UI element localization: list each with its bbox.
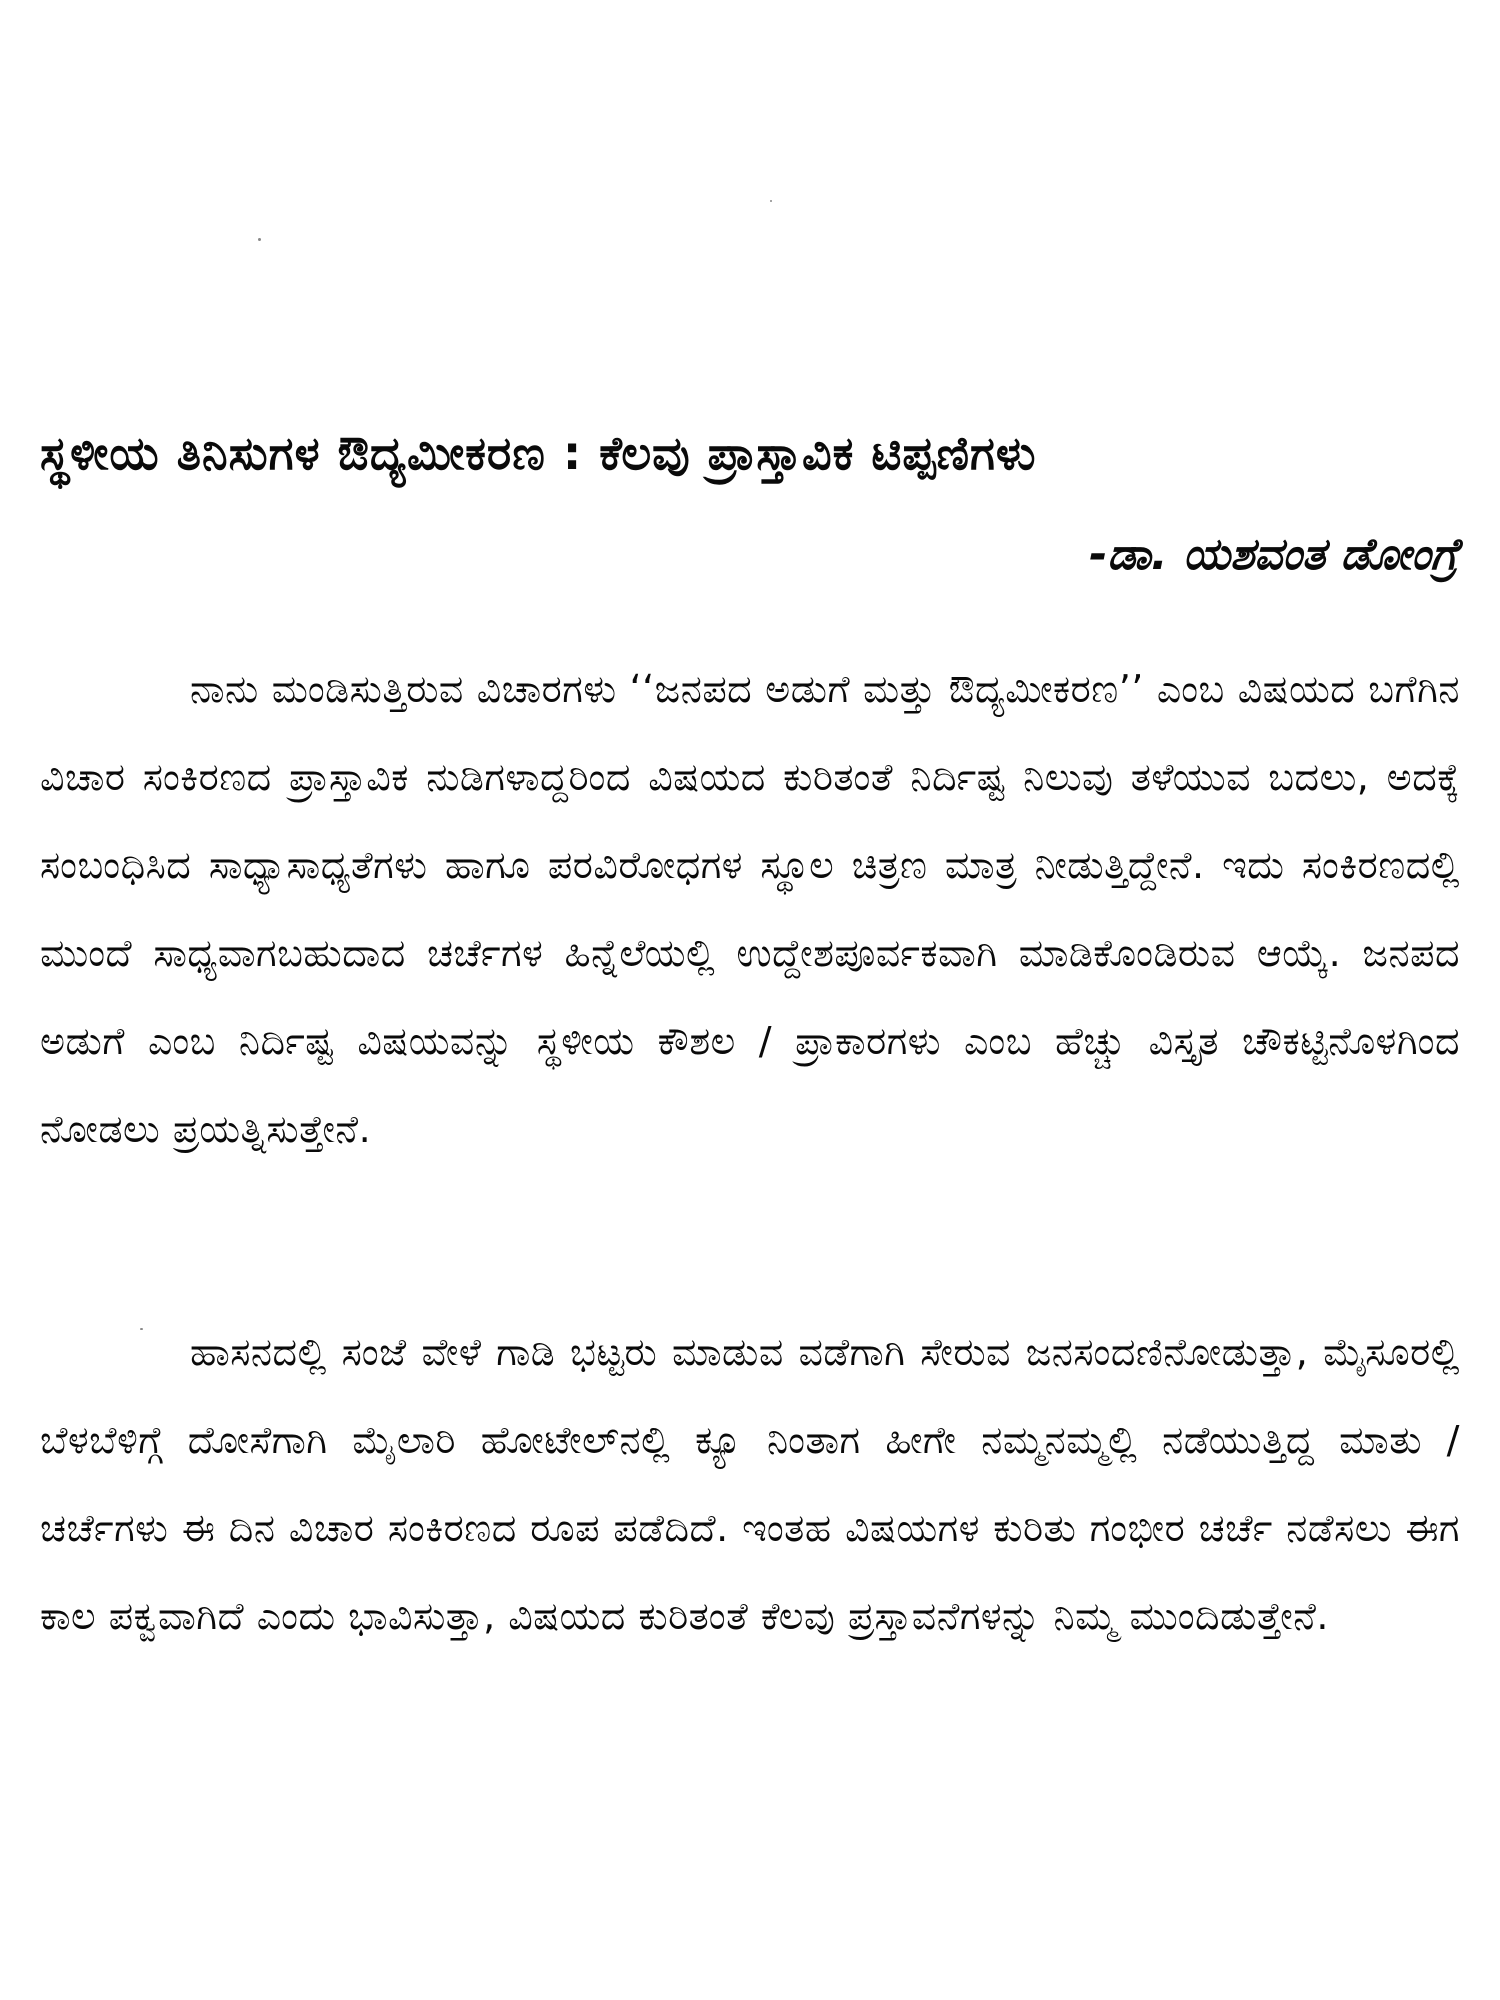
body-paragraph-2: ಹಾಸನದಲ್ಲಿ ಸಂಜೆ ವೇಳೆ ಗಾಡಿ ಭಟ್ಟರು ಮಾಡುವ ವಡೆಗಾಗಿ ಸೇರುವ ಜನಸಂದಣಿನೋಡುತ್ತಾ, ಮೈಸೂರಲ್ಲಿ ಬೆಳಬೆಳಿಗ್ಗೆ ದೋಸೆಗಾಗಿ ಮೈಲಾರಿ ಹೋಟೇಲ್‌ನಲ್ಲಿ ಕ್ಯೂ ನಿಂತಾಗ ಹೀಗೇ ನಮ್ಮನಮ್ಮಲ್ಲಿ ನಡೆಯುತ್ತಿದ್ದ ಮಾತು / ಚರ್ಚೆಗಳು ಈ ದಿನ ವಿಚಾರ ಸಂಕಿರಣದ ರೂಪ ಪಡೆದಿದೆ. ಇಂತಹ ವಿಷಯಗಳ ಕುರಿತು ಗಂಭೀರ ಚರ್ಚೆ ನಡೆಸಲು ಈಗ ಕಾಲ ಪಕ್ವವಾಗಿದೆ ಎಂದು ಭಾವಿಸುತ್ತಾ, ವಿಷಯದ ಕುರಿತಂತೆ ಕೆಲವು ಪ್ರಸ್ತಾವನೆಗಳನ್ನು ನಿಮ್ಮ ಮುಂದಿಡುತ್ತೇನೆ.: [40, 1330, 1460, 1638]
body-paragraph-1: ನಾನು ಮಂಡಿಸುತ್ತಿರುವ ವಿಚಾರಗಳು ‘‘ಜನಪದ ಅಡುಗೆ ಮತ್ತು ಔದ್ಯಮೀಕರಣ’’ ಎಂಬ ವಿಷಯದ ಬಗೆಗಿನ ವಿಚಾರ ಸಂಕಿರಣದ ಪ್ರಾಸ್ತಾವಿಕ ನುಡಿಗಳಾದ್ದರಿಂದ ವಿಷಯದ ಕುರಿತಂತೆ ನಿರ್ದಿಷ್ಟ ನಿಲುವು ತಳೆಯುವ ಬದಲು, ಅದಕ್ಕೆ ಸಂಬಂಧಿಸಿದ ಸಾಧ್ಯಾಸಾಧ್ಯತೆಗಳು ಹಾಗೂ ಪರವಿರೋಧಗಳ ಸ್ಥೂಲ ಚಿತ್ರಣ ಮಾತ್ರ ನೀಡುತ್ತಿದ್ದೇನೆ. ಇದು ಸಂಕಿರಣದಲ್ಲಿ ಮುಂದೆ ಸಾಧ್ಯವಾಗಬಹುದಾದ ಚರ್ಚೆಗಳ ಹಿನ್ನೆಲೆಯಲ್ಲಿ ಉದ್ದೇಶಪೂರ್ವಕವಾಗಿ ಮಾಡಿಕೊಂಡಿರುವ ಆಯ್ಕೆ. ಜನಪದ ಅಡುಗೆ ಎಂಬ ನಿರ್ದಿಷ್ಟ ವಿಷಯವನ್ನು ಸ್ಥಳೀಯ ಕೌಶಲ / ಪ್ರಾಕಾರಗಳು ಎಂಬ ಹೆಚ್ಚು ವಿಸ್ತೃತ ಚೌಕಟ್ಟಿನೊಳಗಿಂದ ನೋಡಲು ಪ್ರಯತ್ನಿಸುತ್ತೇನೆ.: [40, 667, 1460, 1151]
scan-speck: [258, 238, 261, 241]
scan-speck: [770, 200, 772, 202]
author-byline: -ಡಾ. ಯಶವಂತ ಡೋಂಗ್ರೆ: [1089, 529, 1458, 580]
article-title: ಸ್ಥಳೀಯ ತಿನಿಸುಗಳ ಔದ್ಯಮೀಕರಣ : ಕೆಲವು ಪ್ರಾಸ್ತಾವಿಕ ಟಿಪ್ಪಣಿಗಳು: [40, 426, 1037, 480]
